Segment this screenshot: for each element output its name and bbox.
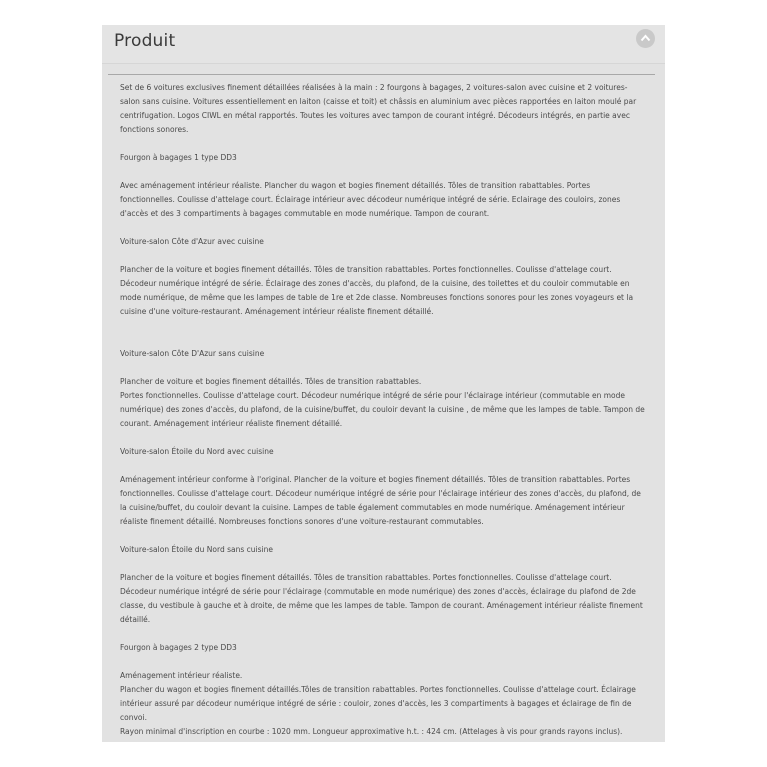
collapse-button[interactable] <box>636 29 655 48</box>
panel-title: Produit <box>114 31 176 51</box>
section-paragraph: Avec aménagement intérieur réaliste. Plancher du wagon et bogies finement détaillés. Tôles de transition rabattables. Portes fonctionnelles. Coulisse d'attelage court. Éclairage intérieur avec décodeur numérique intégré de série. Eclairage des couloirs, zones d'accès et des 3 compartiments à bagages commutable en mode numérique. Tampon de courant. <box>120 181 621 218</box>
section-paragraph: Aménagement intérieur réaliste. <box>120 671 243 680</box>
product-panel <box>102 25 665 742</box>
section-heading: Fourgon à bagages 2 type DD3 <box>120 643 237 652</box>
product-description <box>108 74 655 739</box>
section-paragraph: Portes fonctionnelles. Coulisse d'attelage court. Décodeur numérique intégré de série pour l'éclairage intérieur (commutable en mode numérique) des zones d'accès, du plafond, de la cuisine/buffet, du couloir devant la cuisine , de même que les lampes de table. Tampon de courant. Aménagement intérieur réaliste finement détaillé. <box>120 391 645 428</box>
section-paragraph: Plancher de la voiture et bogies finement détaillés. Tôles de transition rabattables. Portes fonctionnelles. Coulisse d'attelage court. Décodeur numérique intégré de série pour l'éclairage (commutable en mode numérique) des zones d'accès, éclairage du plafond de 2de classe, du vestibule à gauche et à droite, de même que les lampes de table. Tampon de courant. Aménagement intérieur réaliste finement détaillé. <box>120 573 643 624</box>
section-paragraph: Plancher de voiture et bogies finement détaillés. Tôles de transition rabattables. <box>120 377 422 386</box>
section-paragraph: Rayon minimal d'inscription en courbe : 1020 mm. Longueur approximative h.t. : 424 cm. (Attelages à vis pour grands rayons inclus). <box>120 727 623 736</box>
section-paragraph: Plancher du wagon et bogies finement détaillés.Tôles de transition rabattables. Portes fonctionnelles. Coulisse d'attelage court. Éclairage intérieur assuré par décodeur numérique intégré de série : couloir, zones d'accès, les 3 compartiments à bagages et éclairage de fin de convoi. <box>120 685 636 722</box>
section-heading: Fourgon à bagages 1 type DD3 <box>120 153 237 162</box>
section-heading: Voiture-salon Étoile du Nord avec cuisine <box>120 447 274 456</box>
section-paragraph: Aménagement intérieur conforme à l'original. Plancher de la voiture et bogies finement détaillés. Tôles de transition rabattables. Portes fonctionnelles. Coulisse d'attelage court. Décodeur numérique intégré de série pour l'éclairage intérieur des zones d'accès, du plafond, de la cuisine/buffet, du couloir devant la cuisine. Lampes de table également commutables en mode numérique. Aménagement intérieur réaliste finement détaillé. Nombreuses fonctions sonores d'une voiture-restaurant commutables. <box>120 475 641 526</box>
section-heading: Voiture-salon Côte d'Azur avec cuisine <box>120 237 264 246</box>
section-paragraph: Plancher de la voiture et bogies finement détaillés. Tôles de transition rabattables. Portes fonctionnelles. Coulisse d'attelage court. Décodeur numérique intégré de série. Éclairage des zones d'accès, du plafond, de la cuisine, des toilettes et du couloir commutable en mode numérique, de même que les lampes de table de 1re et 2de classe. Nombreuses fonctions sonores pour les zones voyageurs et la cuisine d'une voiture-restaurant. Aménagement intérieur réaliste finement détaillé. <box>120 265 634 316</box>
section-heading: Voiture-salon Côte D'Azur sans cuisine <box>120 349 265 358</box>
intro-paragraph: Set de 6 voitures exclusives finement détaillées réalisées à la main : 2 fourgons à bagages, 2 voitures-salon avec cuisine et 2 voitures-salon sans cuisine. Voitures essentiellement en laiton (caisse et toit) et châssis en aluminium avec pièces rapportées en laiton moulé par centrifugation. Logos CIWL en métal rapportés. Toutes les voitures avec tampon de courant intégré. Décodeurs intégrés, en partie avec fonctions sonores. <box>120 83 637 134</box>
chevron-up-icon <box>640 34 651 42</box>
panel-header[interactable] <box>102 25 665 64</box>
section-heading: Voiture-salon Étoile du Nord sans cuisine <box>120 545 273 554</box>
